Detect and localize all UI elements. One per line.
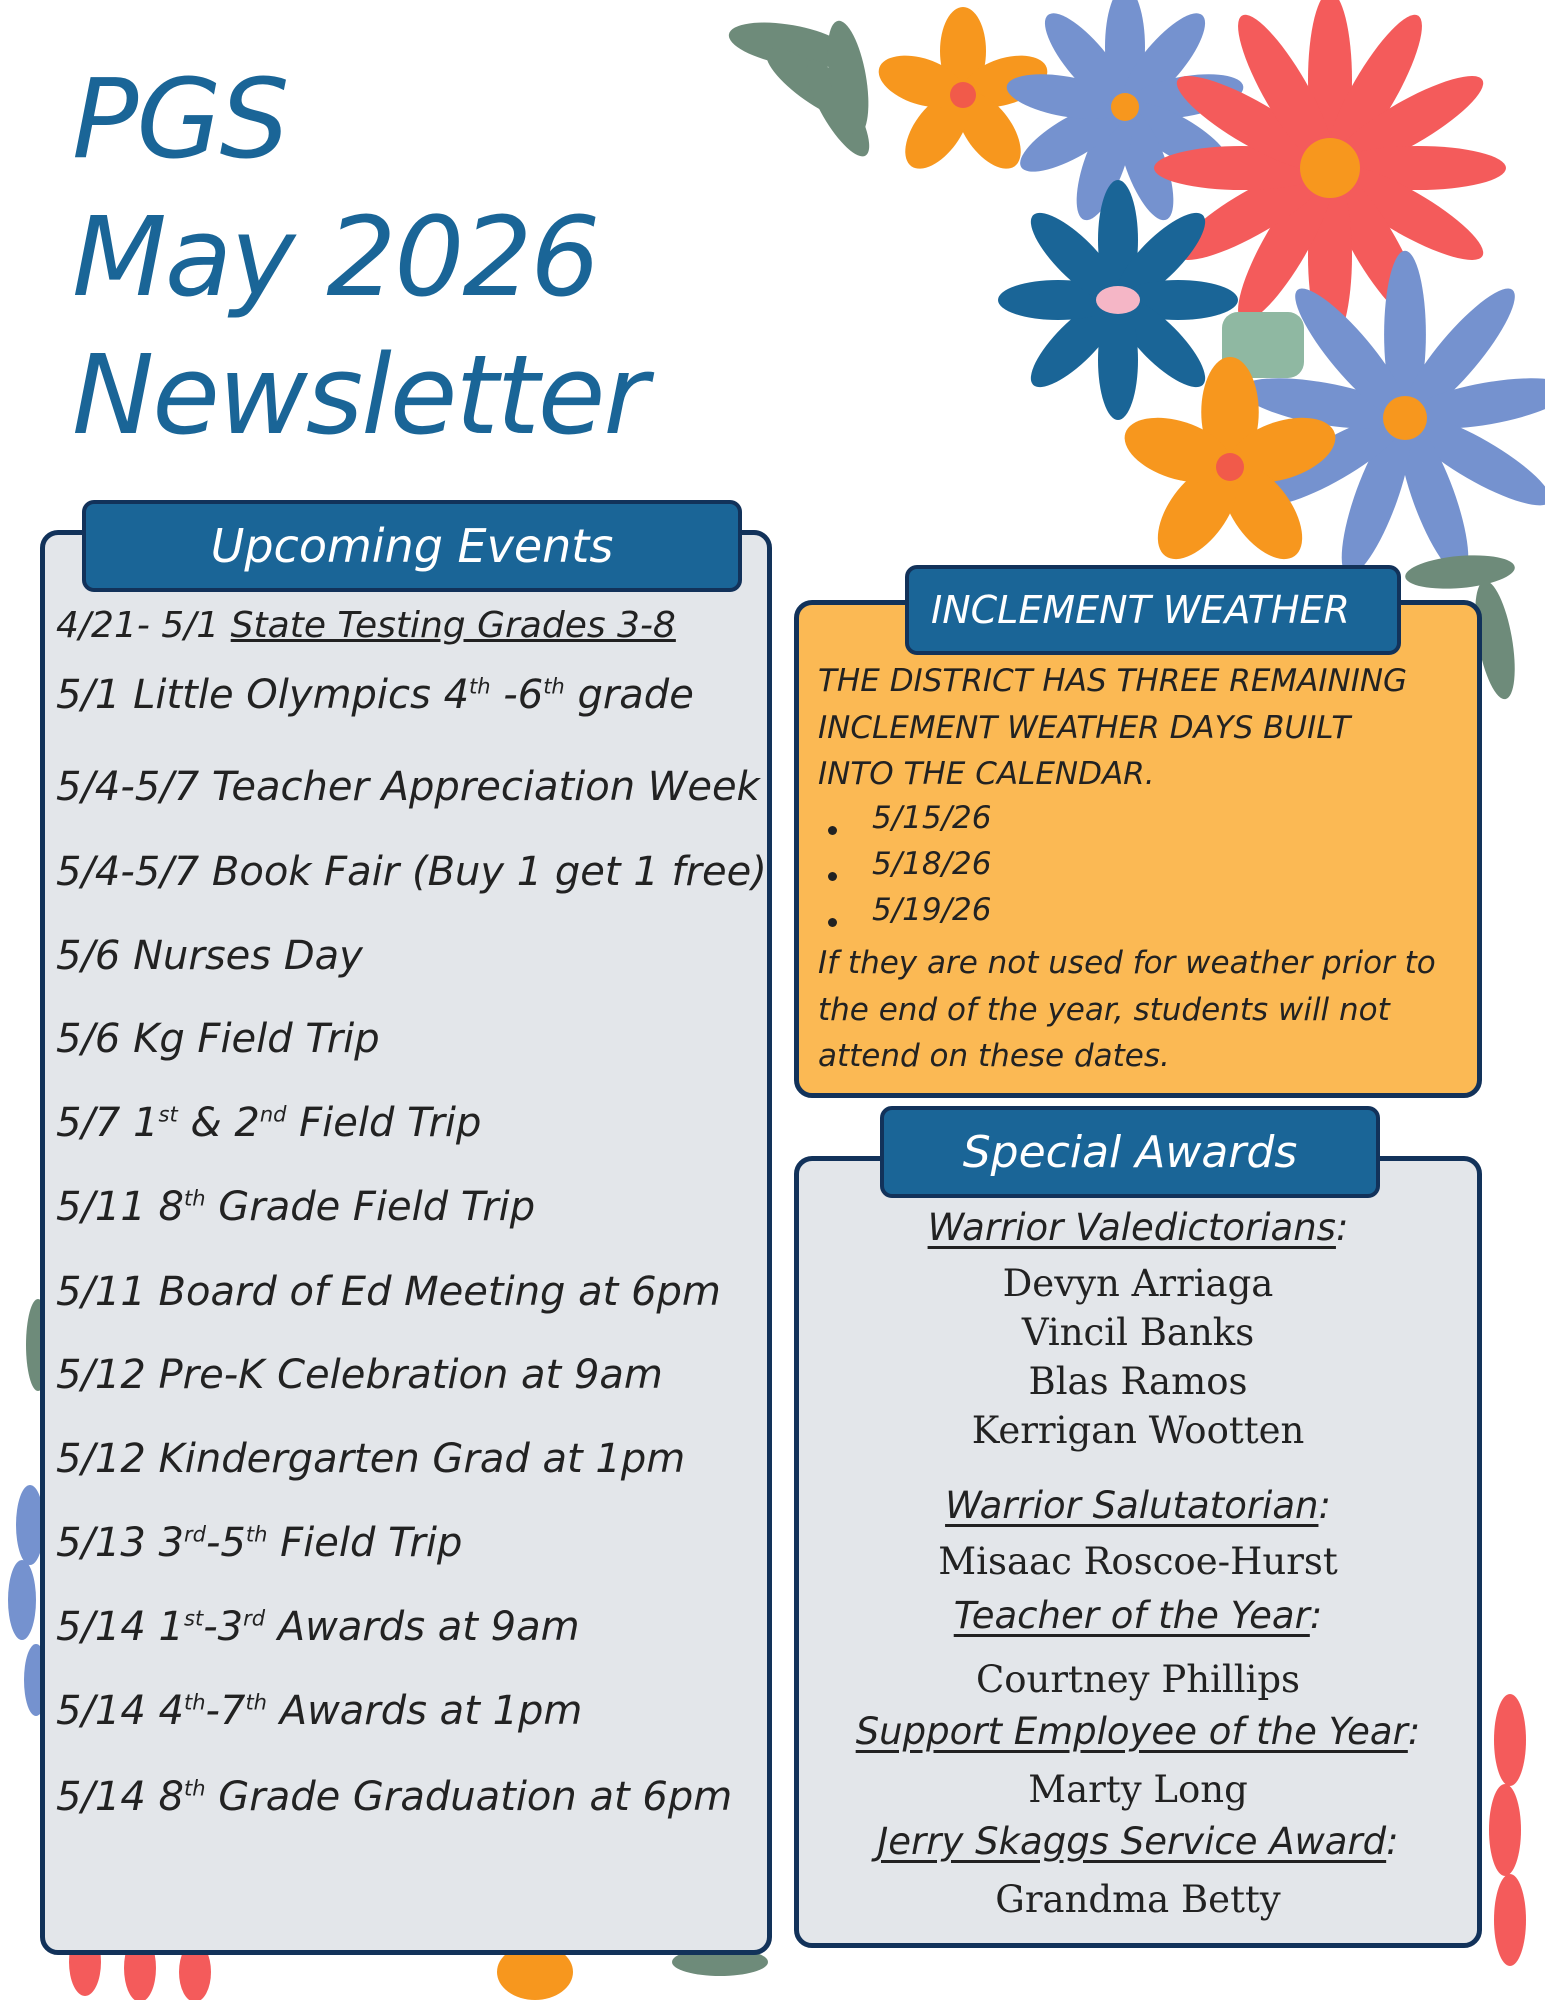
event-item: 5/11 Board of Ed Meeting at 6pm	[56, 1269, 721, 1315]
weather-date: 5/15/26	[872, 800, 992, 836]
event-item: 5/14 8th Grade Graduation at 6pm	[56, 1774, 733, 1820]
event-item: 5/12 Pre-K Celebration at 9am	[56, 1352, 663, 1398]
event-item: 5/6 Nurses Day	[56, 933, 363, 979]
title-line-2: May 2026	[72, 193, 599, 321]
bullet-icon	[828, 826, 837, 835]
award-recipient: Grandma Betty	[995, 1878, 1281, 1921]
leaf-icon	[725, 15, 880, 165]
weather-outro-line: the end of the year, students will not	[818, 992, 1390, 1028]
award-recipient: Kerrigan Wootten	[971, 1409, 1305, 1452]
event-item: 4/21- 5/1 State Testing Grades 3-8	[56, 605, 676, 646]
weather-outro-line: attend on these dates.	[818, 1038, 1170, 1074]
award-recipient: Marty Long	[1028, 1768, 1248, 1811]
title-line-1: PGS	[72, 55, 288, 183]
dark-blue-flower-icon	[998, 180, 1238, 420]
weather-outro-line: If they are not used for weather prior to	[818, 945, 1436, 981]
events-heading: Upcoming Events	[82, 500, 742, 592]
page-title	[72, 50, 647, 464]
support-label: Support Employee of the Year:	[855, 1710, 1421, 1753]
event-item: 5/12 Kindergarten Grad at 1pm	[56, 1436, 686, 1482]
salutatorian-label: Warrior Salutatorian:	[945, 1484, 1331, 1527]
weather-intro-line: THE DISTRICT HAS THREE REMAINING	[818, 663, 1408, 699]
weather-intro-line: INCLEMENT WEATHER DAYS BUILT	[818, 710, 1351, 746]
bullet-icon	[828, 918, 837, 927]
award-recipient: Devyn Arriaga	[1002, 1262, 1274, 1305]
valedictorians-label: Warrior Valedictorians:	[927, 1206, 1349, 1249]
weather-intro-line: INTO THE CALENDAR.	[818, 756, 1155, 792]
awards-heading: Special Awards	[880, 1106, 1380, 1198]
award-recipient: Blas Ramos	[1028, 1360, 1248, 1403]
event-item: 5/14 4th-7th Awards at 1pm	[56, 1688, 583, 1734]
service-label: Jerry Skaggs Service Award:	[877, 1820, 1399, 1863]
event-item: 5/7 1st & 2nd Field Trip	[56, 1100, 482, 1146]
event-item: 5/1 Little Olympics 4th -6th grade	[56, 672, 694, 718]
events-panel	[40, 530, 772, 1955]
teacher-label: Teacher of the Year:	[953, 1594, 1323, 1637]
event-item: 5/6 Kg Field Trip	[56, 1016, 380, 1062]
award-recipient: Vincil Banks	[1021, 1311, 1255, 1354]
event-item: 5/14 1st-3rd Awards at 9am	[56, 1604, 580, 1650]
title-line-3: Newsletter	[72, 331, 647, 459]
event-item: 5/4-5/7 Teacher Appreciation Week	[56, 764, 760, 810]
award-recipient: Misaac Roscoe-Hurst	[938, 1540, 1338, 1583]
event-item: 5/4-5/7 Book Fair (Buy 1 get 1 free)	[56, 849, 767, 895]
bullet-icon	[828, 872, 837, 881]
award-recipient: Courtney Phillips	[975, 1658, 1301, 1701]
weather-date: 5/19/26	[872, 892, 992, 928]
event-item: 5/11 8th Grade Field Trip	[56, 1184, 536, 1230]
event-item: 5/13 3rd-5th Field Trip	[56, 1520, 463, 1566]
weather-heading: INCLEMENT WEATHER	[905, 565, 1401, 655]
weather-date: 5/18/26	[872, 846, 992, 882]
